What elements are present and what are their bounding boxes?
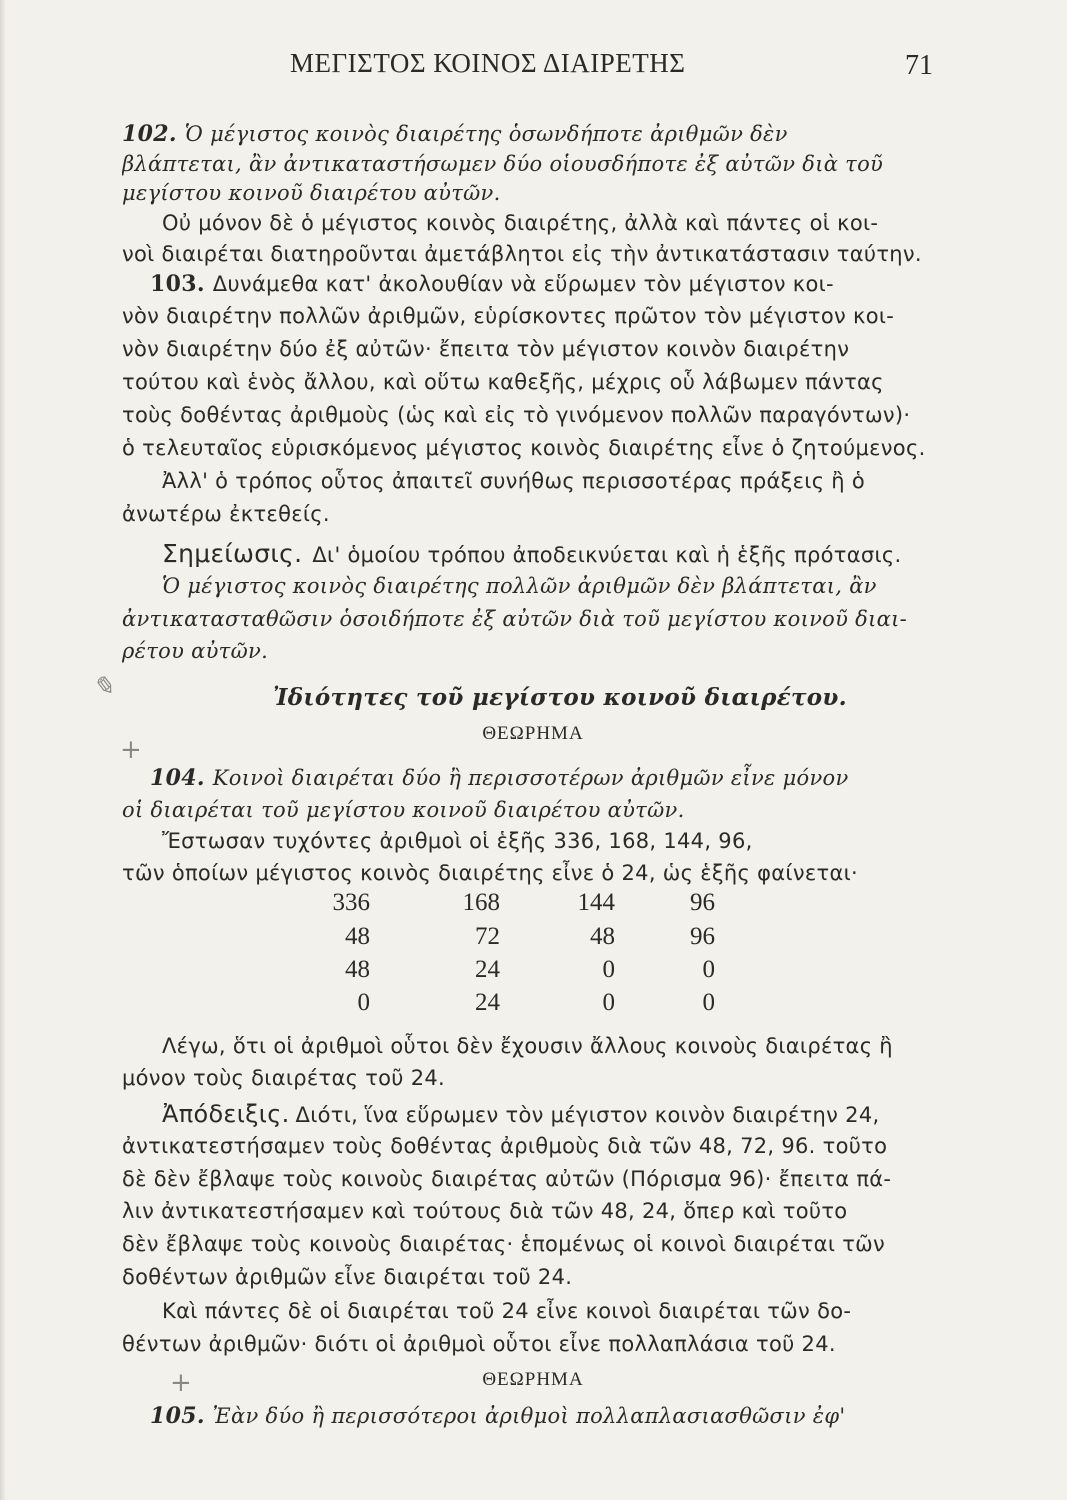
s104-para-1: Ἔστωσαν τυχόντες ἀριθμοὶ οἱ ἑξῆς 336, 168, 144, 96, [162,829,753,853]
s103-line-4: τούτου καὶ ἑνὸς ἄλλου, καὶ οὕτω καθεξῆς, μέχρις οὗ λάβωμεν πάντας [122,370,884,394]
s103-line-5: τοὺς δοθέντας ἀριθμοὺς (ὡς καὶ εἰς τὸ γινόμενον πολλῶν παραγόντων)· [122,403,911,427]
section-number: 104. [150,765,205,791]
s103-note-1: Σημείωσις. Δι' ὁμοίου τρόπου ἀποδεικνύεται καὶ ἡ ἑξῆς πρότασις. [162,539,902,568]
s104-line-1: 104. Κοινοὶ διαιρέται δύο ἢ περισσοτέρων ἀριθμῶν εἶνε μόνον [150,765,849,791]
section-number: 102. [122,121,177,147]
s102-line-1: 102. Ὁ μέγιστος κοινὸς διαιρέτης ὁσωνδήποτε ἀριθμῶν δὲν [122,121,788,147]
theorem-heading-2: ΘΕΩΡΗΜΑ [482,1369,584,1390]
s102-para-1: Οὐ μόνον δὲ ὁ μέγιστος κοινὸς διαιρέτης, ἀλλὰ καὶ πάντες οἱ κοι- [162,211,879,235]
s103-line-2: νὸν διαιρέτην πολλῶν ἀριθμῶν, εὑρίσκοντες πρῶτον τὸν μέγιστον κοι- [122,304,895,328]
section-subtitle: Ἰδιότητες τοῦ μεγίστου κοινοῦ διαιρέτου. [273,684,847,711]
table-row: 336 168 144 96 [332,889,715,916]
section-number: 105. [150,1403,205,1429]
proof-line-7: Καὶ πάντες δὲ οἱ διαιρέται τοῦ 24 εἶνε κοινοὶ διαιρέται τῶν δο- [162,1299,852,1323]
page-header [0,48,1067,88]
s104-after-1: Λέγω, ὅτι οἱ ἀριθμοὶ οὗτοι δὲν ἔχουσιν ἄλλους κοινοὺς διαιρέτας ἢ [162,1034,893,1058]
s103-note-4: ρέτου αὐτῶν. [122,639,269,663]
proof-line-6: δοθέντων ἀριθμῶν εἶνε διαιρέται τοῦ 24. [122,1265,573,1289]
s103-note-2: Ὁ μέγιστος κοινὸς διαιρέτης πολλῶν ἀριθμῶν δὲν βλάπτεται, ἂν [162,574,877,598]
s105-line-1: 105. Ἐὰν δύο ἢ περισσότεροι ἀριθμοὶ πολλαπλασιασθῶσιν ἐφ' [150,1403,846,1429]
table-row: 48 24 0 0 [345,956,715,983]
pencil-annotation-icon: ✎ [92,672,114,702]
proof-line-5: δὲν ἔβλαψε τοὺς κοινοὺς διαιρέτας· ἑπομένως οἱ κοινοὶ διαιρέται τῶν [122,1232,886,1256]
table-row: 0 24 0 0 [357,989,715,1016]
cross-mark-icon: + [120,735,142,765]
s104-line-2: οἱ διαιρέται τοῦ μεγίστου κοινοῦ διαιρέτου αὐτῶν. [122,798,685,822]
s102-para-2: νοὶ διαιρέται διατηροῦνται ἀμετάβλητοι εἰς τὴν ἀντικατάστασιν ταύτην. [122,242,922,266]
s103-note-3: ἀντικατασταθῶσιν ὁσοιδήποτε ἐξ αὐτῶν διὰ τοῦ μεγίστου κοινοῦ διαι- [122,607,908,631]
proof-line-2: ἀντικατεστήσαμεν τοὺς δοθέντας ἀριθμοὺς διὰ τῶν 48, 72, 96. τοῦτο [122,1134,888,1158]
s103-line-3: νὸν διαιρέτην δύο ἐξ αὐτῶν· ἔπειτα τὸν μέγιστον κοινὸν διαιρέτην [122,337,850,361]
proof-label: Ἀπόδειξις. [162,1100,290,1128]
s103-line-7: Ἀλλ' ὁ τρόπος οὗτος ἀπαιτεῖ συνήθως περισσοτέρας πράξεις ἢ ὁ [162,469,866,493]
s102-line-2: βλάπτεται, ἂν ἀντικαταστήσωμεν δύο οἱουσδήποτε ἐξ αὐτῶν διὰ τοῦ [122,152,884,176]
running-title: ΜΕΓΙΣΤΟΣ ΚΟΙΝΟΣ ΔΙΑΙΡΕΤΗΣ [290,48,686,78]
s103-line-1: 103. Δυνάμεθα κατ' ἀκολουθίαν νὰ εὕρωμεν τὸν μέγιστον κοι- [150,271,834,297]
proof-line-1: Ἀπόδειξις. Διότι, ἵνα εὕρωμεν τὸν μέγιστον κοινὸν διαιρέτην 24, [162,1100,880,1128]
scan-edge [0,0,6,1500]
s104-para-2: τῶν ὁποίων μέγιστος κοινὸς διαιρέτης εἶνε ὁ 24, ὡς ἑξῆς φαίνεται· [122,861,858,885]
s104-after-2: μόνον τοὺς διαιρέτας τοῦ 24. [122,1066,446,1090]
cross-mark-icon: + [170,1368,192,1398]
proof-line-3: δὲ δὲν ἔβλαψε τοὺς κοινοὺς διαιρέτας αὐτῶν (Πόρισμα 96)· ἔπειτα πά- [122,1167,892,1191]
proof-line-8: θέντων ἀριθμῶν· διότι οἱ ἀριθμοὶ οὗτοι εἶνε πολλαπλάσια τοῦ 24. [122,1332,836,1356]
proof-line-4: λιν ἀντικατεστήσαμεν καὶ τούτους διὰ τῶν 48, 24, ὅπερ καὶ τοῦτο [122,1199,848,1223]
s103-line-8: ἀνωτέρω ἐκτεθείς. [122,502,330,526]
table-row: 48 72 48 96 [345,923,715,950]
section-number: 103. [150,271,205,297]
note-label: Σημείωσις. [162,539,303,568]
theorem-heading: ΘΕΩΡΗΜΑ [482,723,584,744]
page-number: 71 [905,50,933,81]
s103-line-6: ὁ τελευταῖος εὑρισκόμενος μέγιστος κοινὸς διαιρέτης εἶνε ὁ ζητούμενος. [122,436,926,460]
s102-line-3: μεγίστου κοινοῦ διαιρέτου αὐτῶν. [122,181,501,205]
